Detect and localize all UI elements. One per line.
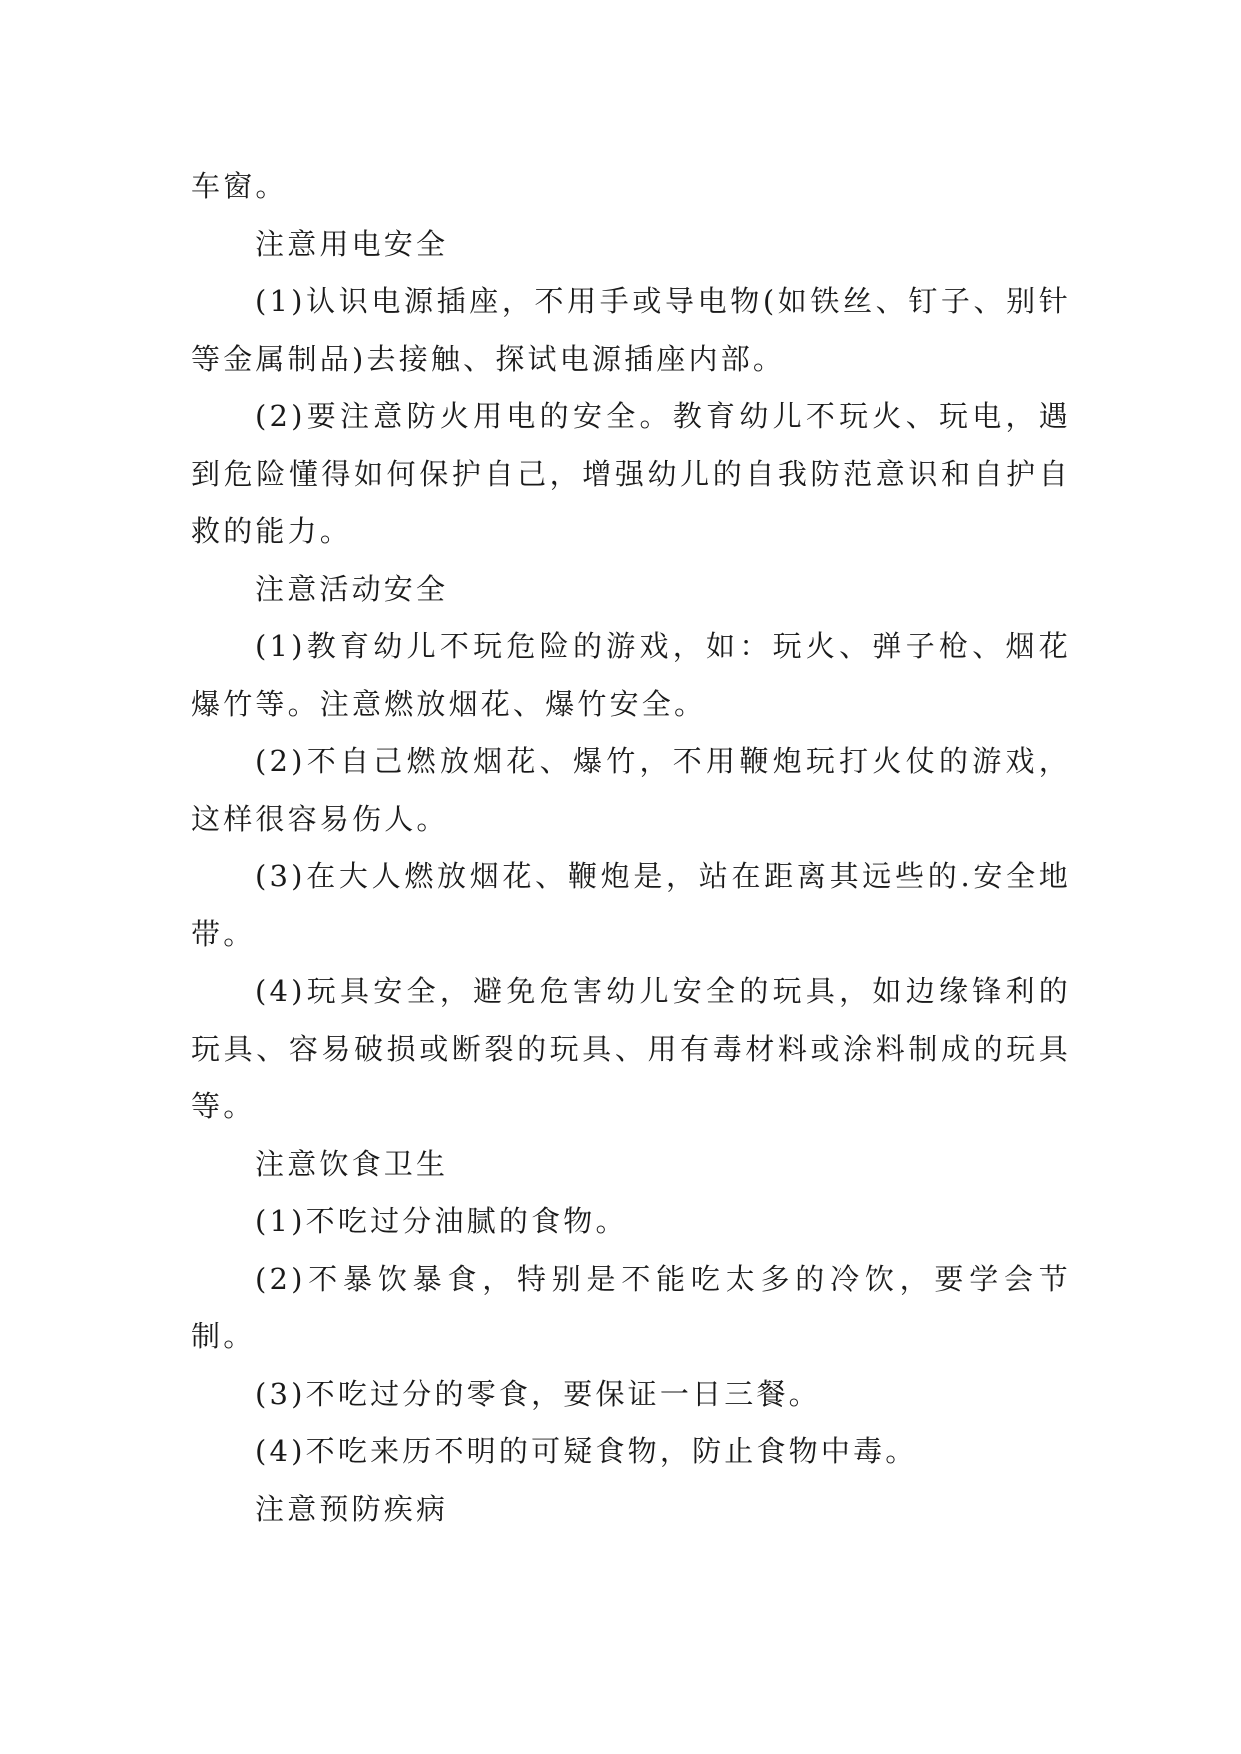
paragraph-activity-3: (3)在大人燃放烟花、鞭炮是，站在距离其远些的.安全地带。 xyxy=(191,859,1071,951)
paragraph-continuation: 车窗。 xyxy=(191,169,288,203)
section-heading-disease-prevention: 注意预防疾病 xyxy=(255,1491,449,1526)
paragraph-food-2: (2)不暴饮暴食，特别是不能吃太多的冷饮，要学会节制。 xyxy=(191,1261,1071,1353)
paragraph-activity-1: (1)教育幼儿不玩危险的游戏，如：玩火、弹子枪、烟花爆竹等。注意燃放烟花、爆竹安全。 xyxy=(191,629,1071,721)
document-body xyxy=(191,158,1071,1538)
paragraph-electricity-1: (1)认识电源插座，不用手或导电物(如铁丝、钉子、别针等金属制品)去接触、探试电源插座内部。 xyxy=(191,284,1071,376)
paragraph-food-1: (1)不吃过分油腻的食物。 xyxy=(255,1204,628,1238)
paragraph-food-3: (3)不吃过分的零食，要保证一日三餐。 xyxy=(255,1376,821,1411)
paragraph-activity-2: (2)不自己燃放烟花、爆竹，不用鞭炮玩打火仗的游戏，这样很容易伤人。 xyxy=(191,744,1071,836)
section-heading-food-hygiene: 注意饮食卫生 xyxy=(255,1146,449,1181)
paragraph-electricity-2: (2)要注意防火用电的安全。教育幼儿不玩火、玩电，遇到危险懂得如何保护自己，增强幼儿的自我防范意识和自护自救的能力。 xyxy=(191,399,1071,548)
paragraph-activity-4: (4)玩具安全，避免危害幼儿安全的玩具，如边缘锋利的玩具、容易破损或断裂的玩具、用有毒材料或涂料制成的玩具等。 xyxy=(191,974,1071,1123)
section-heading-activity-safety: 注意活动安全 xyxy=(255,571,449,606)
paragraph-food-4: (4)不吃来历不明的可疑食物，防止食物中毒。 xyxy=(255,1434,918,1468)
section-heading-electricity-safety: 注意用电安全 xyxy=(255,226,449,261)
